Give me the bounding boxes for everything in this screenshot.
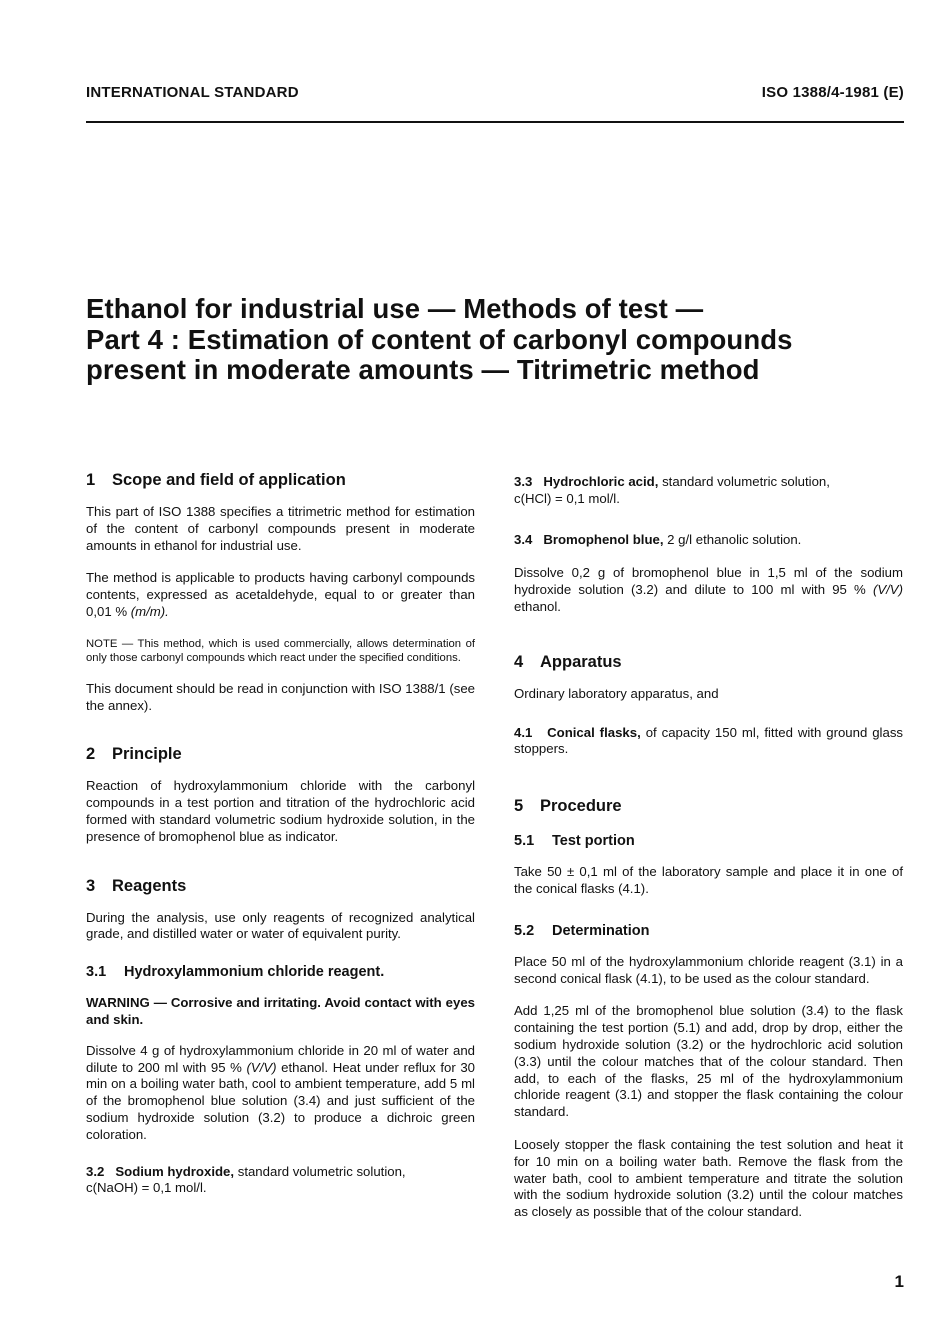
title-line-3: present in moderate amounts — Titrimetric method [86,354,760,385]
section-5-2-heading: 5.2 Determination [514,922,650,939]
section-3-paragraph-1: During the analysis, use only reagents of recognized analytical grade, and distilled water or water of equivalent purity. [86,909,475,942]
left-column [86,470,475,1197]
section-3-1-paragraph: Dissolve 4 g of hydroxylammonium chloride in 20 ml of water and dilute to 200 ml with 95 % (V/V) ethanol. Heat under reflux for 30 min on a boiling water bath, cool to ambient temperature, add 5 ml of the bromophenol blue solution (3.4) and just sufficient of the sodium hydroxide solution (3.2) to produce a dichroic green coloration. [86,1042,475,1142]
section-4-heading: 4 Apparatus [514,652,622,671]
header-standard-label: INTERNATIONAL STANDARD [86,84,299,101]
section-5-1-paragraph: Take 50 ± 0,1 ml of the laboratory sample and place it in one of the conical flasks (4.1). [514,864,903,896]
section-1-paragraph-3: This document should be read in conjunction with ISO 1388/1 (see the annex). [86,680,475,713]
right-column [514,470,903,1221]
section-3-2: 3.2 Sodium hydroxide, standard volumetric solution, c(NaOH) = 0,1 mol/l. [86,1163,406,1196]
section-3-1-warning: WARNING — Corrosive and irritating. Avoid contact with eyes and skin. [86,995,475,1027]
title-line-2: Part 4 : Estimation of content of carbonyl compounds [86,323,793,355]
section-4-paragraph-1: Ordinary laboratory apparatus, and [514,685,719,701]
section-5-1-heading: 5.1 Test portion [514,833,635,850]
document-title [86,294,904,386]
page-number: 1 [894,1272,904,1291]
section-5-2-paragraph-3: Loosely stopper the flask containing the test solution and heat it for 10 min on a boiling water bath. Remove the flask from the water bath, cool to ambient temperature and titrate the solution with the sodium hydroxide solution (3.2) until the colour matches as closely as possible that of the colour standard. [514,1136,903,1220]
header-standard-number: ISO 1388/4-1981 (E) [761,84,904,101]
section-1-heading: 1 Scope and field of application [86,471,346,489]
section-3-4: 3.4 Bromophenol blue, 2 g/l ethanolic solution. [514,531,802,547]
title-line-1: Ethanol for industrial use — Methods of test — [86,293,704,324]
section-3-1-heading: 3.1 Hydroxylammonium chloride reagent. [86,964,385,981]
section-1-note: NOTE — This method, which is used commercially, allows determination of only those carbonyl compounds which react under the specified conditions. [86,637,475,665]
page-header [86,84,904,106]
section-3-4-paragraph: Dissolve 0,2 g of bromophenol blue in 1,5 ml of the sodium hydroxide solution (3.2) and dilute to 100 ml with 95 % (V/V) ethanol. [514,565,903,614]
section-3-3: 3.3 Hydrochloric acid, standard volumetric solution, c(HCl) = 0,1 mol/l. [514,474,830,506]
section-2-paragraph-1: Reaction of hydroxylammonium chloride with the carbonyl compounds in a test portion and titration of the hydrochloric acid formed with standard volumetric sodium hydroxide solution, in the presence of bromophenol blue as indicator. [86,778,475,844]
section-5-2-paragraph-2: Add 1,25 ml of the bromophenol blue solution (3.4) to the flask containing the test portion (5.1) and add, drop by drop, either the sodium hydroxide solution (3.2) or the hydrochloric acid solution (3.3) until the colour matches that of the colour standard. Then add, to each of the flasks, 25 ml of the hydroxylammonium chloride reagent (3.1) and stopper the flask containing the colour standard. [514,1003,903,1120]
section-3-heading: 3 Reagents [86,876,187,895]
section-2-heading: 2 Principle [86,745,182,764]
header-rule [86,121,904,123]
section-4-1: 4.1 Conical flasks, of capacity 150 ml, fitted with ground glass stoppers. [514,724,904,757]
section-1-paragraph-1: This part of ISO 1388 specifies a titrimetric method for estimation of the content of carbonyl compounds present in moderate amounts in ethanol for industrial use. [86,504,475,553]
section-5-heading: 5 Procedure [514,797,622,816]
section-1-paragraph-2: The method is applicable to products having carbonyl compounds contents, expressed as acetaldehyde, equal to or greater than 0,01 % (m/m). [86,570,475,619]
section-5-2-paragraph-1: Place 50 ml of the hydroxylammonium chloride reagent (3.1) in a second conical flask (4.1), to be used as the colour standard. [514,953,903,986]
